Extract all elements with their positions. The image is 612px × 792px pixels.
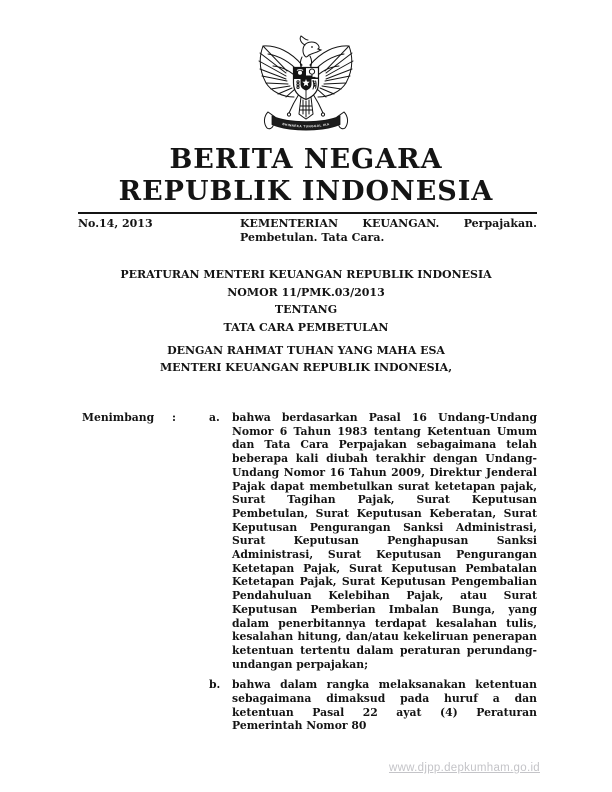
- garuda-pancasila-icon: [256, 34, 356, 138]
- item-b-text: bahwa dalam rangka melaksanakan ketentuan sebagaimana dimaksud pada huruf a dan ketentuan Pasal 22 ayat (4) Peraturan Pemerintah Nomor 80: [232, 678, 537, 733]
- considerations-list: [209, 411, 537, 733]
- gazette-header-row: [78, 217, 537, 244]
- subject-line1: [240, 217, 537, 231]
- pancasila-shield: [294, 68, 319, 100]
- regulation-tentang: TENTANG: [274, 303, 338, 316]
- regulation-title-line1: PERATURAN MENTERI KEUANGAN REPUBLIK INDONESIA: [120, 268, 492, 281]
- subject-word-1: KEMENTERIAN: [240, 217, 339, 230]
- gazette-title-line2: REPUBLIK INDONESIA: [118, 176, 494, 207]
- considerations-section: [82, 411, 537, 733]
- tail-feathers: [299, 97, 313, 119]
- regulation-title: [0, 266, 612, 336]
- consideration-item-a: [209, 411, 537, 671]
- item-a-text: bahwa berdasarkan Pasal 16 Undang-Undang Nomor 6 Tahun 1983 tentang Ketentuan Umum dan Tata Cara Perpajakan sebagaimana telah beberapa kali diubah terakhir dengan Undang-Undang Nomor 16 Tahun 2009, Direktur Jenderal Pajak dapat membetulkan surat ketetapan pajak, Surat Tagihan Pajak, Surat Keputusan Pembetulan, Surat Keputusan Keberatan, Surat Keputusan Pengurangan Sanksi Administrasi, Surat Keputusan Penghapusan Sanksi Administrasi, Surat Keputusan Pengurangan Ketetapan Pajak, Surat Keputusan Pembatalan Ketetapan Pajak, Surat Keputusan Pengembalian Pendahuluan Kelebihan Pajak, atau Surat Keputusan Pemberian Imbalan Bunga, yang dalam penerbitannya terdapat kesalahan tulis, kesalahan hitung, dan/atau kekeliruan penerapan ketentuan tertentu dalam peraturan perundang-undangan perpajakan;: [232, 411, 537, 671]
- subject-line2: Pembetulan. Tata Cara.: [240, 230, 385, 244]
- subject-word-2: KEUANGAN.: [362, 217, 440, 230]
- garuda-pancasila-emblem: [256, 34, 356, 138]
- gazette-title-line1: BERITA NEGARA: [169, 144, 443, 175]
- banner-text: BHINNEKA TUNGGAL IKA: [282, 121, 330, 129]
- considerations-colon: :: [172, 411, 176, 424]
- eagle-head: [300, 36, 321, 67]
- regulation-number: NOMOR 11/PMK.03/2013: [227, 285, 385, 299]
- subject-word-3: Perpajakan.: [463, 217, 537, 230]
- authority-line: MENTERI KEUANGAN REPUBLIK INDONESIA,: [159, 361, 453, 374]
- gazette-title: [0, 144, 612, 208]
- item-b-marker: b.: [209, 678, 221, 692]
- invocation-line: DENGAN RAHMAT TUHAN YANG MAHA ESA: [167, 344, 445, 357]
- subject-classification: [240, 217, 537, 244]
- masthead-rule: [78, 212, 537, 214]
- regulation-subject: TATA CARA PEMBETULAN: [223, 320, 389, 334]
- consideration-item-b: [209, 678, 537, 733]
- considerations-label: Menimbang: [82, 411, 155, 424]
- item-a-marker: a.: [209, 411, 220, 424]
- watermark-link[interactable]: www.djpp.depkumham.go.id: [388, 762, 540, 774]
- issue-number: No.14, 2013: [78, 217, 153, 230]
